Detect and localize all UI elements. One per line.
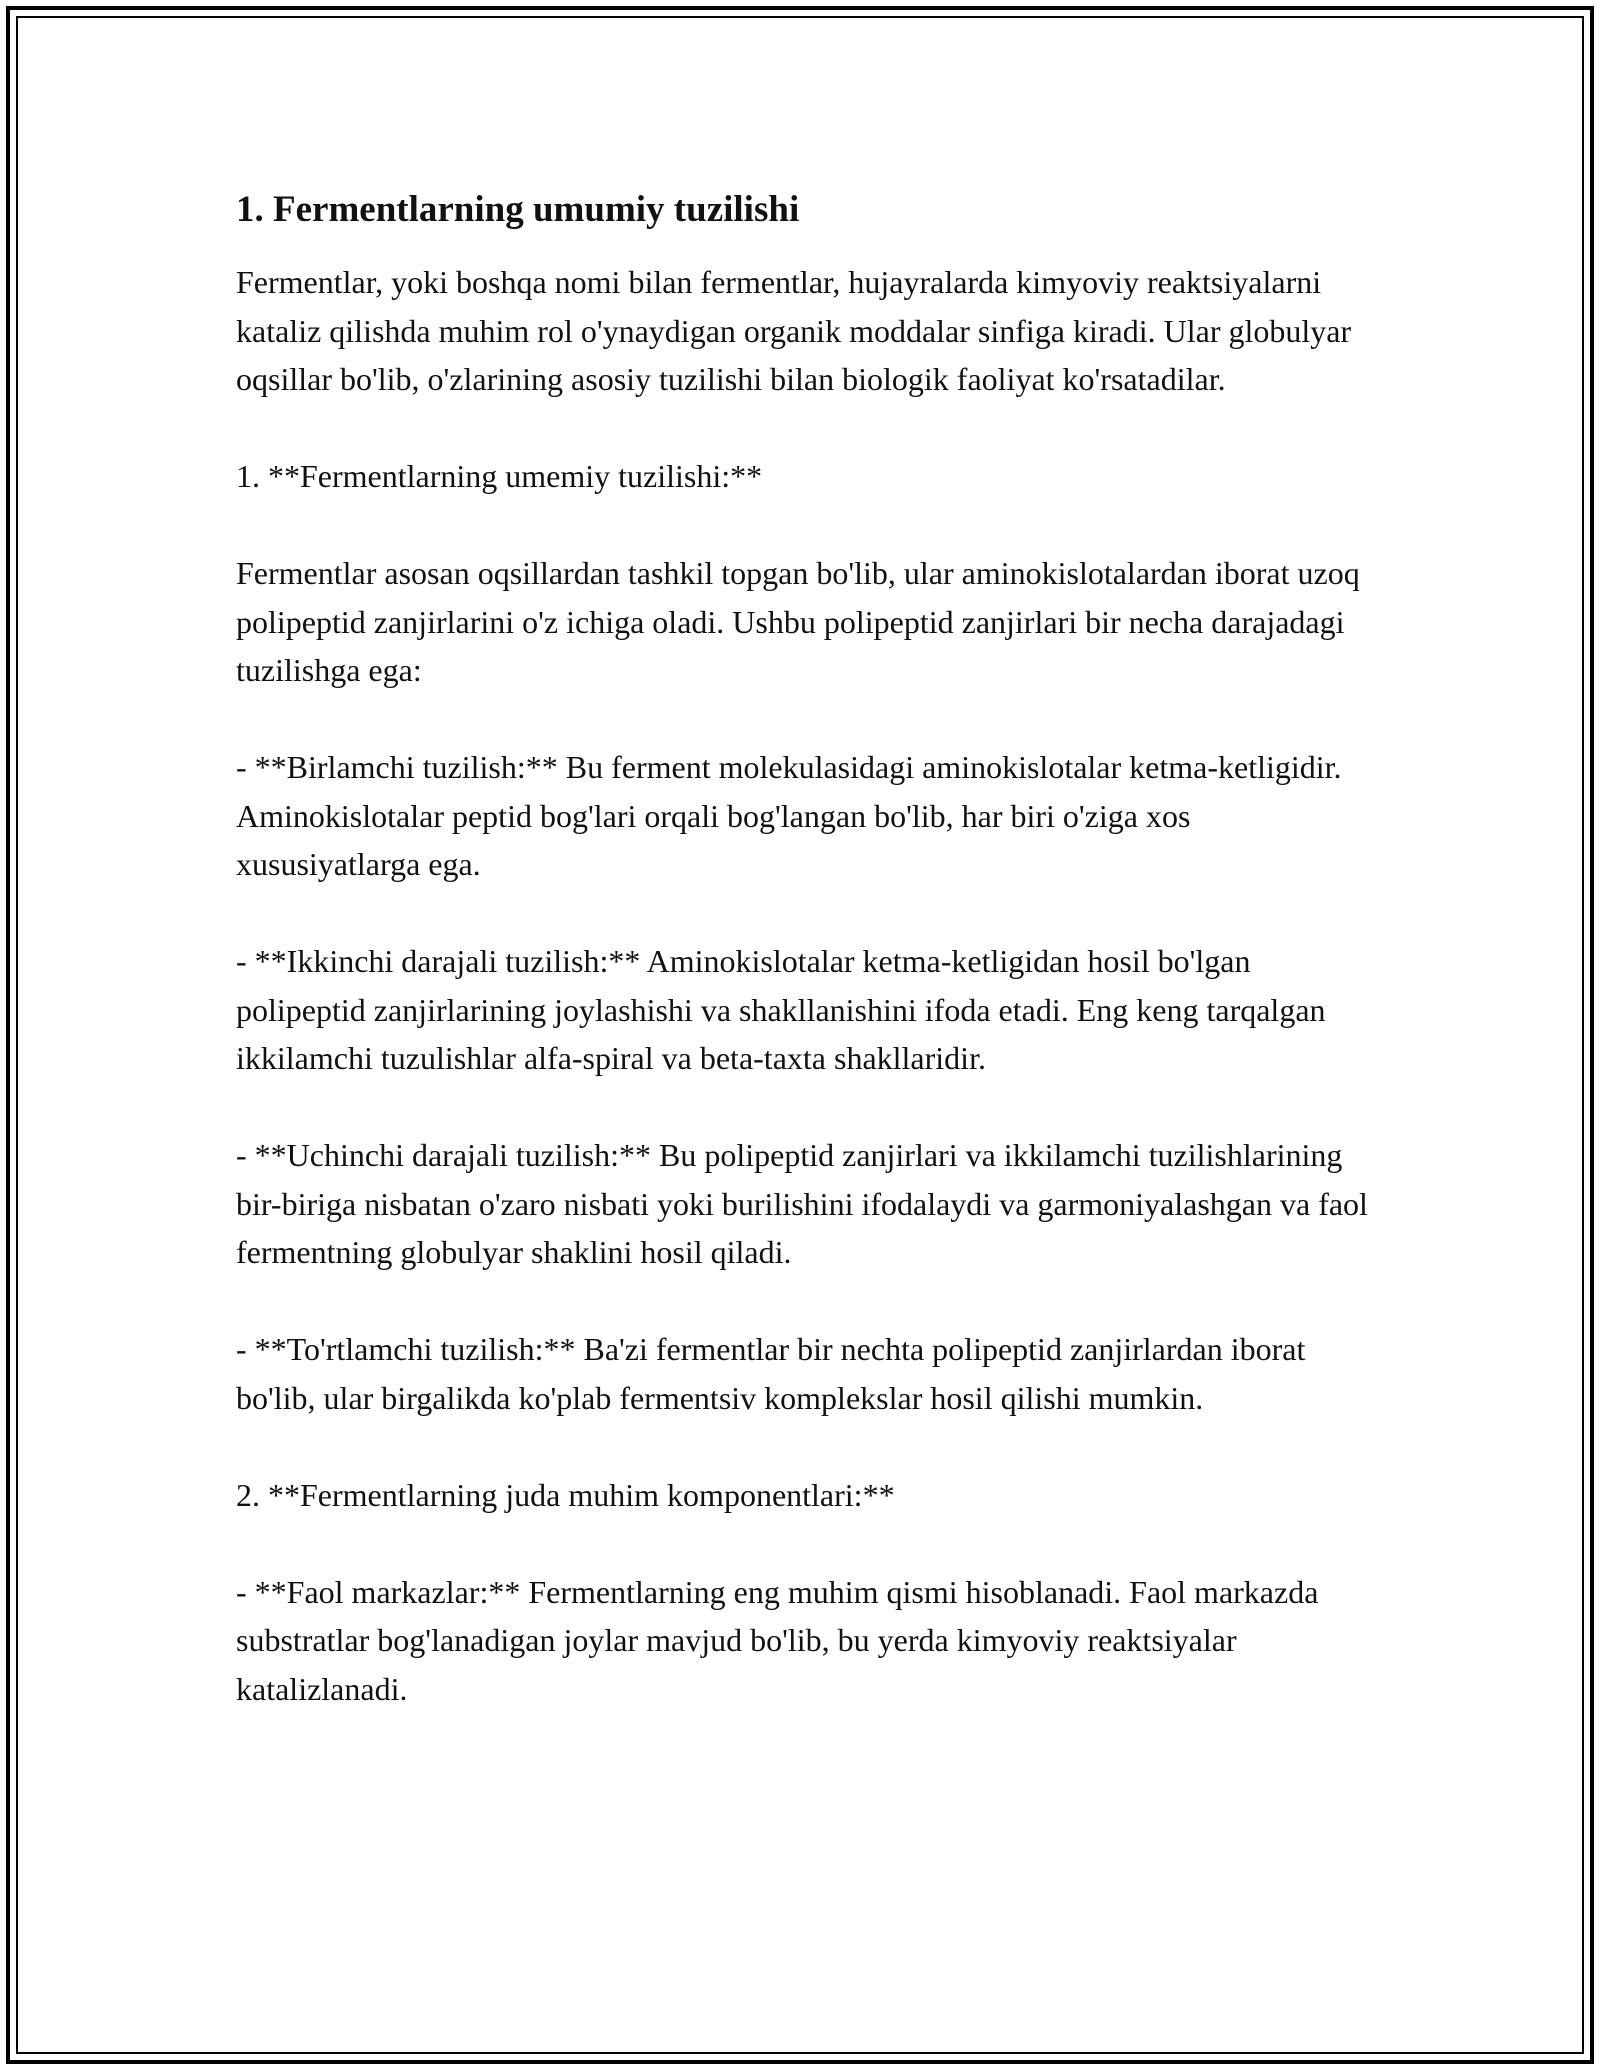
paragraph-section-2-heading: 2. **Fermentlarning juda muhim komponentlari:**: [236, 1476, 895, 1513]
paragraph-primary-structure: - **Birlamchi tuzilish:** Bu ferment molekulasidagi aminokislotalar ketma-ketligidir. Aminokislotalar peptid bog'lari orqali bog'langan bo'lib, har biri o'ziga xos xususiyatlarga ega.: [236, 749, 1342, 882]
document-body: [236, 186, 1376, 1762]
paragraph-tertiary-structure: - **Uchinchi darajali tuzilish:** Bu polipeptid zanjirlari va ikkilamchi tuzilishlarining bir-biriga nisbatan o'zaro nisbati yoki burilishini ifodalaydi va garmoniyalashgan va faol fermentning globulyar shaklini hosil qiladi.: [236, 1137, 1368, 1270]
document-title: 1. Fermentlarning umumiy tuzilishi: [236, 189, 800, 230]
paragraph-active-sites: - **Faol markazlar:** Fermentlarning eng muhim qismi hisoblanadi. Faol markazda substratlar bog'lanadigan joylar mavjud bo'lib, bu yerda kimyoviy reaktsiyalar katalizlanadi.: [236, 1573, 1319, 1707]
paragraph-section-1-text: Fermentlar asosan oqsillardan tashkil topgan bo'lib, ular aminokislotalardan iborat uzoq polipeptid zanjirlarini o'z ichiga oladi. Ushbu polipeptid zanjirlari bir necha darajadagi tuzilishga ega:: [236, 555, 1360, 688]
paragraph-section-1-heading: 1. **Fermentlarning umemiy tuzilishi:**: [236, 458, 763, 494]
paragraph-secondary-structure: - **Ikkinchi darajali tuzilish:** Aminokislotalar ketma-ketligidan hosil bo'lgan polipeptid zanjirlarining joylashishi va shakllanishini ifoda etadi. Eng keng tarqalgan ikkilamchi tuzulishlar alfa-spiral va beta-taxta shakllaridir.: [236, 943, 1326, 1076]
paragraph-quaternary-structure: - **To'rtlamchi tuzilish:** Ba'zi fermentlar bir nechta polipeptid zanjirlardan iborat bo'lib, ular birgalikda ko'plab fermentsiv komplekslar hosil qilishi mumkin.: [236, 1331, 1306, 1416]
paragraph-intro: Fermentlar, yoki boshqa nomi bilan fermentlar, hujayralarda kimyoviy reaktsiyalarni kataliz qilishda muhim rol o'ynaydigan organik moddalar sinfiga kiradi. Ular globulyar oqsillar bo'lib, o'zlarining asosiy tuzilishi bilan biologik faoliyat ko'rsatadilar.: [236, 264, 1352, 397]
